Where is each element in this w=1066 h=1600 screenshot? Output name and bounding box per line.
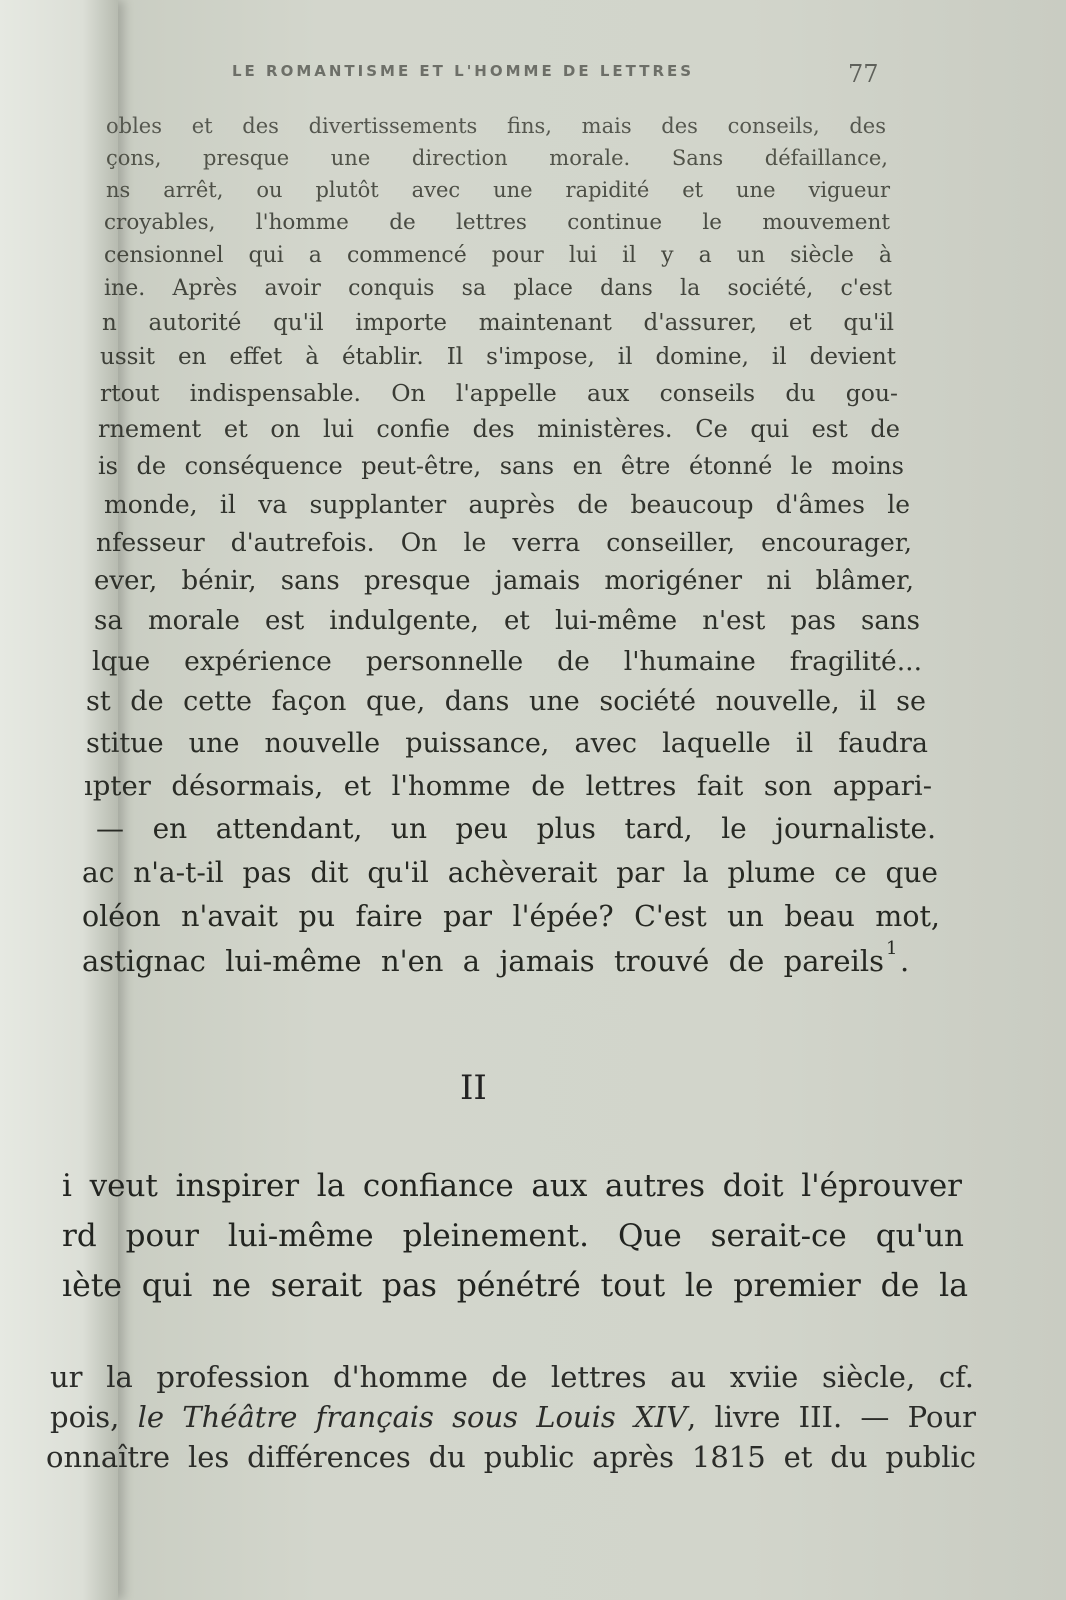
text-line: ac n'a-t-il pas dit qu'il achèverait par la plume ce que (82, 856, 938, 889)
text-line: n autorité qu'il importe maintenant d'assurer, et qu'il (102, 310, 894, 336)
footnote-line: ur la profession d'homme de lettres au xviie siècle, cf. (50, 1360, 974, 1394)
running-head: LE ROMANTISME ET L'HOMME DE LETTRES (232, 62, 695, 80)
text-line: — en attendant, un peu plus tard, le journaliste. (96, 812, 936, 845)
text-line: st de cette façon que, dans une société nouvelle, il se (86, 686, 926, 717)
text-line: censionnel qui a commencé pour lui il y a un siècle à (104, 243, 892, 268)
footnote-line: onnaître les différences du public après 1815 et du public (46, 1440, 976, 1474)
text-line: ussit en effet à établir. Il s'impose, il domine, il devient (100, 344, 896, 370)
text-line: rnement et on lui confie des ministères. Ce qui est de (98, 415, 900, 443)
sentence-period: . (900, 944, 910, 978)
text-line: stitue une nouvelle puissance, avec laquelle il faudra (86, 728, 928, 759)
footnote-book-title: le Théâtre français sous Louis XIV (137, 1400, 688, 1434)
footnote-author-fragment: pois, (50, 1400, 138, 1434)
text-line: astignac lui-même n'en a jamais trouvé de pareils (82, 944, 884, 978)
text-line: monde, il va supplanter auprès de beaucoup d'âmes le (104, 490, 910, 519)
text-line: ns arrêt, ou plutôt avec une rapidité et une vigueur (106, 178, 890, 202)
text-line: i veut inspirer la confiance aux autres doit l'éprouver (62, 1168, 962, 1204)
text-line: sa morale est indulgente, et lui-même n'est pas sans (94, 606, 920, 636)
text-line: rtout indispensable. On l'appelle aux conseils du gou- (100, 379, 898, 407)
text-line: çons, presque une direction morale. Sans défaillance, (106, 146, 888, 170)
footnote-line (50, 1400, 976, 1434)
book-page (46, 40, 992, 1600)
text-line: croyables, l'homme de lettres continue le mouvement (104, 210, 890, 235)
text-line: nfesseur d'autrefois. On le verra conseiller, encourager, (96, 528, 912, 557)
text-line: is de conséquence peut-être, sans en être étonné le moins (98, 452, 904, 480)
footnote-reference: 1 (886, 938, 898, 959)
footnote-reference-text: , livre III. — Pour (687, 1400, 976, 1434)
text-line: obles et des divertissements fins, mais des conseils, des (106, 114, 886, 138)
page-number: 77 (848, 60, 879, 88)
text-line: ine. Après avoir conquis sa place dans la société, c'est (104, 276, 892, 301)
text-line: ever, bénir, sans presque jamais morigéner ni blâmer, (94, 566, 914, 596)
text-line: oléon n'avait pu faire par l'épée? C'est un beau mot, (82, 900, 940, 933)
text-line: lque expérience personnelle de l'humaine fragilité... (92, 646, 922, 677)
text-line: ıpter désormais, et l'homme de lettres fait son appari- (84, 770, 932, 802)
text-line: ıète qui ne serait pas pénétré tout le premier de la (62, 1268, 968, 1304)
section-heading: II (460, 1068, 487, 1108)
text-line: rd pour lui-même pleinement. Que serait-ce qu'un (62, 1218, 964, 1254)
